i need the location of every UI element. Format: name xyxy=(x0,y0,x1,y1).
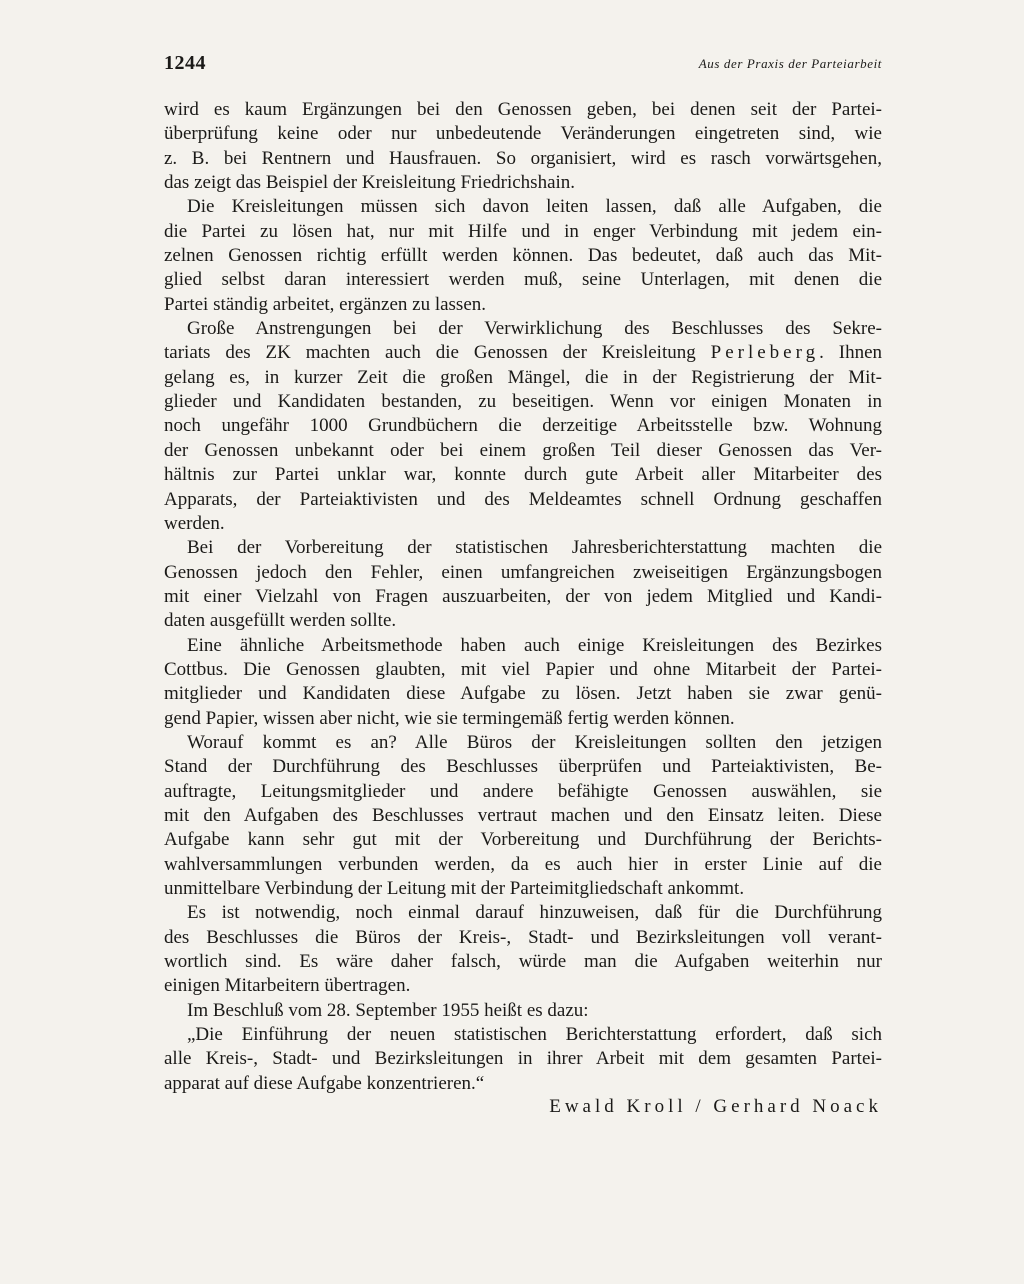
text-line: auftragte, Leitungsmitglieder und andere befähigte Genossen auswählen, sie xyxy=(164,780,882,802)
text-line: einigen Mitarbeitern übertragen. xyxy=(164,975,411,997)
text-line: Die Kreisleitungen müssen sich davon leiten lassen, daß alle Aufgaben, die xyxy=(187,196,882,218)
text-line: glieder und Kandidaten bestanden, zu beseitigen. Wenn vor einigen Monaten in xyxy=(164,391,882,413)
quote-line: apparat auf diese Aufgabe konzentrieren.“ xyxy=(164,1072,485,1094)
text-line: noch ungefähr 1000 Grundbüchern die derzeitige Arbeitsstelle bzw. Wohnung xyxy=(164,415,882,437)
text-line: z. B. bei Rentnern und Hausfrauen. So organisiert, wird es rasch vorwärtsgehen, xyxy=(164,147,882,169)
text-line: Apparats, der Parteiaktivisten und des Meldeamtes schnell Ordnung geschaffen xyxy=(164,488,882,510)
text-line xyxy=(164,341,882,365)
text-line: Aufgabe kann sehr gut mit der Vorbereitung und Durchführung der Berichts- xyxy=(164,829,882,851)
text-line: des Beschlusses die Büros der Kreis-, Stadt- und Bezirksleitungen voll verant- xyxy=(164,926,882,948)
text-line: werden. xyxy=(164,512,225,534)
text-line: unmittelbare Verbindung der Leitung mit der Parteimitgliedschaft ankommt. xyxy=(164,878,745,899)
text-segment: tariats des ZK machten auch die Genossen der Kreisleitung xyxy=(164,342,696,364)
text-line: mit den Aufgaben des Beschlusses vertraut machen und den Einsatz leiten. Diese xyxy=(164,804,882,826)
text-segment: . Ihnen xyxy=(819,342,882,364)
quote-line: „Die Einführung der neuen statistischen Berichterstattung erfordert, daß sich xyxy=(187,1024,882,1046)
text-line: Es ist notwendig, noch einmal darauf hinzuweisen, daß für die Durchführung xyxy=(187,902,882,924)
text-line: daten ausgefüllt werden sollte. xyxy=(164,610,397,632)
text-line: wird es kaum Ergänzungen bei den Genossen geben, bei denen seit der Partei- xyxy=(164,99,882,120)
text-line: das zeigt das Beispiel der Kreisleitung Friedrichshain. xyxy=(164,172,576,194)
quote-line: alle Kreis-, Stadt- und Bezirksleitungen in ihrer Arbeit mit dem gesamten Partei- xyxy=(164,1048,882,1070)
text-line: gelang es, in kurzer Zeit die großen Mängel, die in der Registrierung der Mit- xyxy=(164,366,882,388)
text-line: Worauf kommt es an? Alle Büros der Kreisleitungen sollten den jetzigen xyxy=(187,731,882,753)
text-line: überprüfung keine oder nur unbedeutende Veränderungen eingetreten sind, wie xyxy=(164,123,882,145)
text-line: zelnen Genossen richtig erfüllt werden können. Das bedeutet, daß auch das Mit- xyxy=(164,245,882,267)
text-line: mit einer Vielzahl von Fragen auszuarbeiten, der von jedem Mitglied und Kandi- xyxy=(164,585,882,607)
text-line: wahlversammlungen verbunden werden, da es auch hier in erster Linie auf die xyxy=(164,853,882,875)
text-line: hältnis zur Partei unklar war, konnte durch gute Arbeit aller Mitarbeiter des xyxy=(164,464,882,486)
text-line: Stand der Durchführung des Beschlusses überprüfen und Parteiaktivisten, Be- xyxy=(164,756,882,778)
text-line: mitglieder und Kandidaten diese Aufgabe zu lösen. Jetzt haben sie zwar genü- xyxy=(164,683,882,705)
page-number: 1244 xyxy=(164,52,206,74)
text-line: die Partei zu lösen hat, nur mit Hilfe und in enger Verbindung mit jedem ein- xyxy=(164,220,882,242)
text-line: der Genossen unbekannt oder bei einem großen Teil dieser Genossen das Ver- xyxy=(164,439,882,461)
place-name: Perleberg xyxy=(710,342,820,364)
text-line: Eine ähnliche Arbeitsmethode haben auch einige Kreisleitungen des Bezirkes xyxy=(187,634,882,656)
text-line: wortlich sind. Es wäre daher falsch, würde man die Aufgaben weiterhin nur xyxy=(164,951,882,973)
text-line: glied selbst daran interessiert werden muß, seine Unterlagen, mit denen die xyxy=(164,269,882,291)
text-line: Genossen jedoch den Fehler, einen umfangreichen zweiseitigen Ergänzungsbogen xyxy=(164,561,882,583)
text-line: Im Beschluß vom 28. September 1955 heißt es dazu: xyxy=(187,999,589,1021)
text-line: Große Anstrengungen bei der Verwirklichung des Beschlusses des Sekre- xyxy=(187,318,882,340)
page-header xyxy=(164,52,882,78)
text-line: gend Papier, wissen aber nicht, wie sie termingemäß fertig werden können. xyxy=(164,707,735,729)
text-line: Partei ständig arbeitet, ergänzen zu lassen. xyxy=(164,293,486,315)
author-signature: Ewald Kroll / Gerhard Noack xyxy=(549,1096,882,1117)
text-line: Bei der Vorbereitung der statistischen Jahresberichterstattung machten die xyxy=(187,537,882,559)
text-line: Cottbus. Die Genossen glaubten, mit viel Papier und ohne Mitarbeit der Partei- xyxy=(164,658,882,680)
article-body xyxy=(164,98,882,1096)
running-head: Aus der Praxis der Parteiarbeit xyxy=(698,56,882,71)
